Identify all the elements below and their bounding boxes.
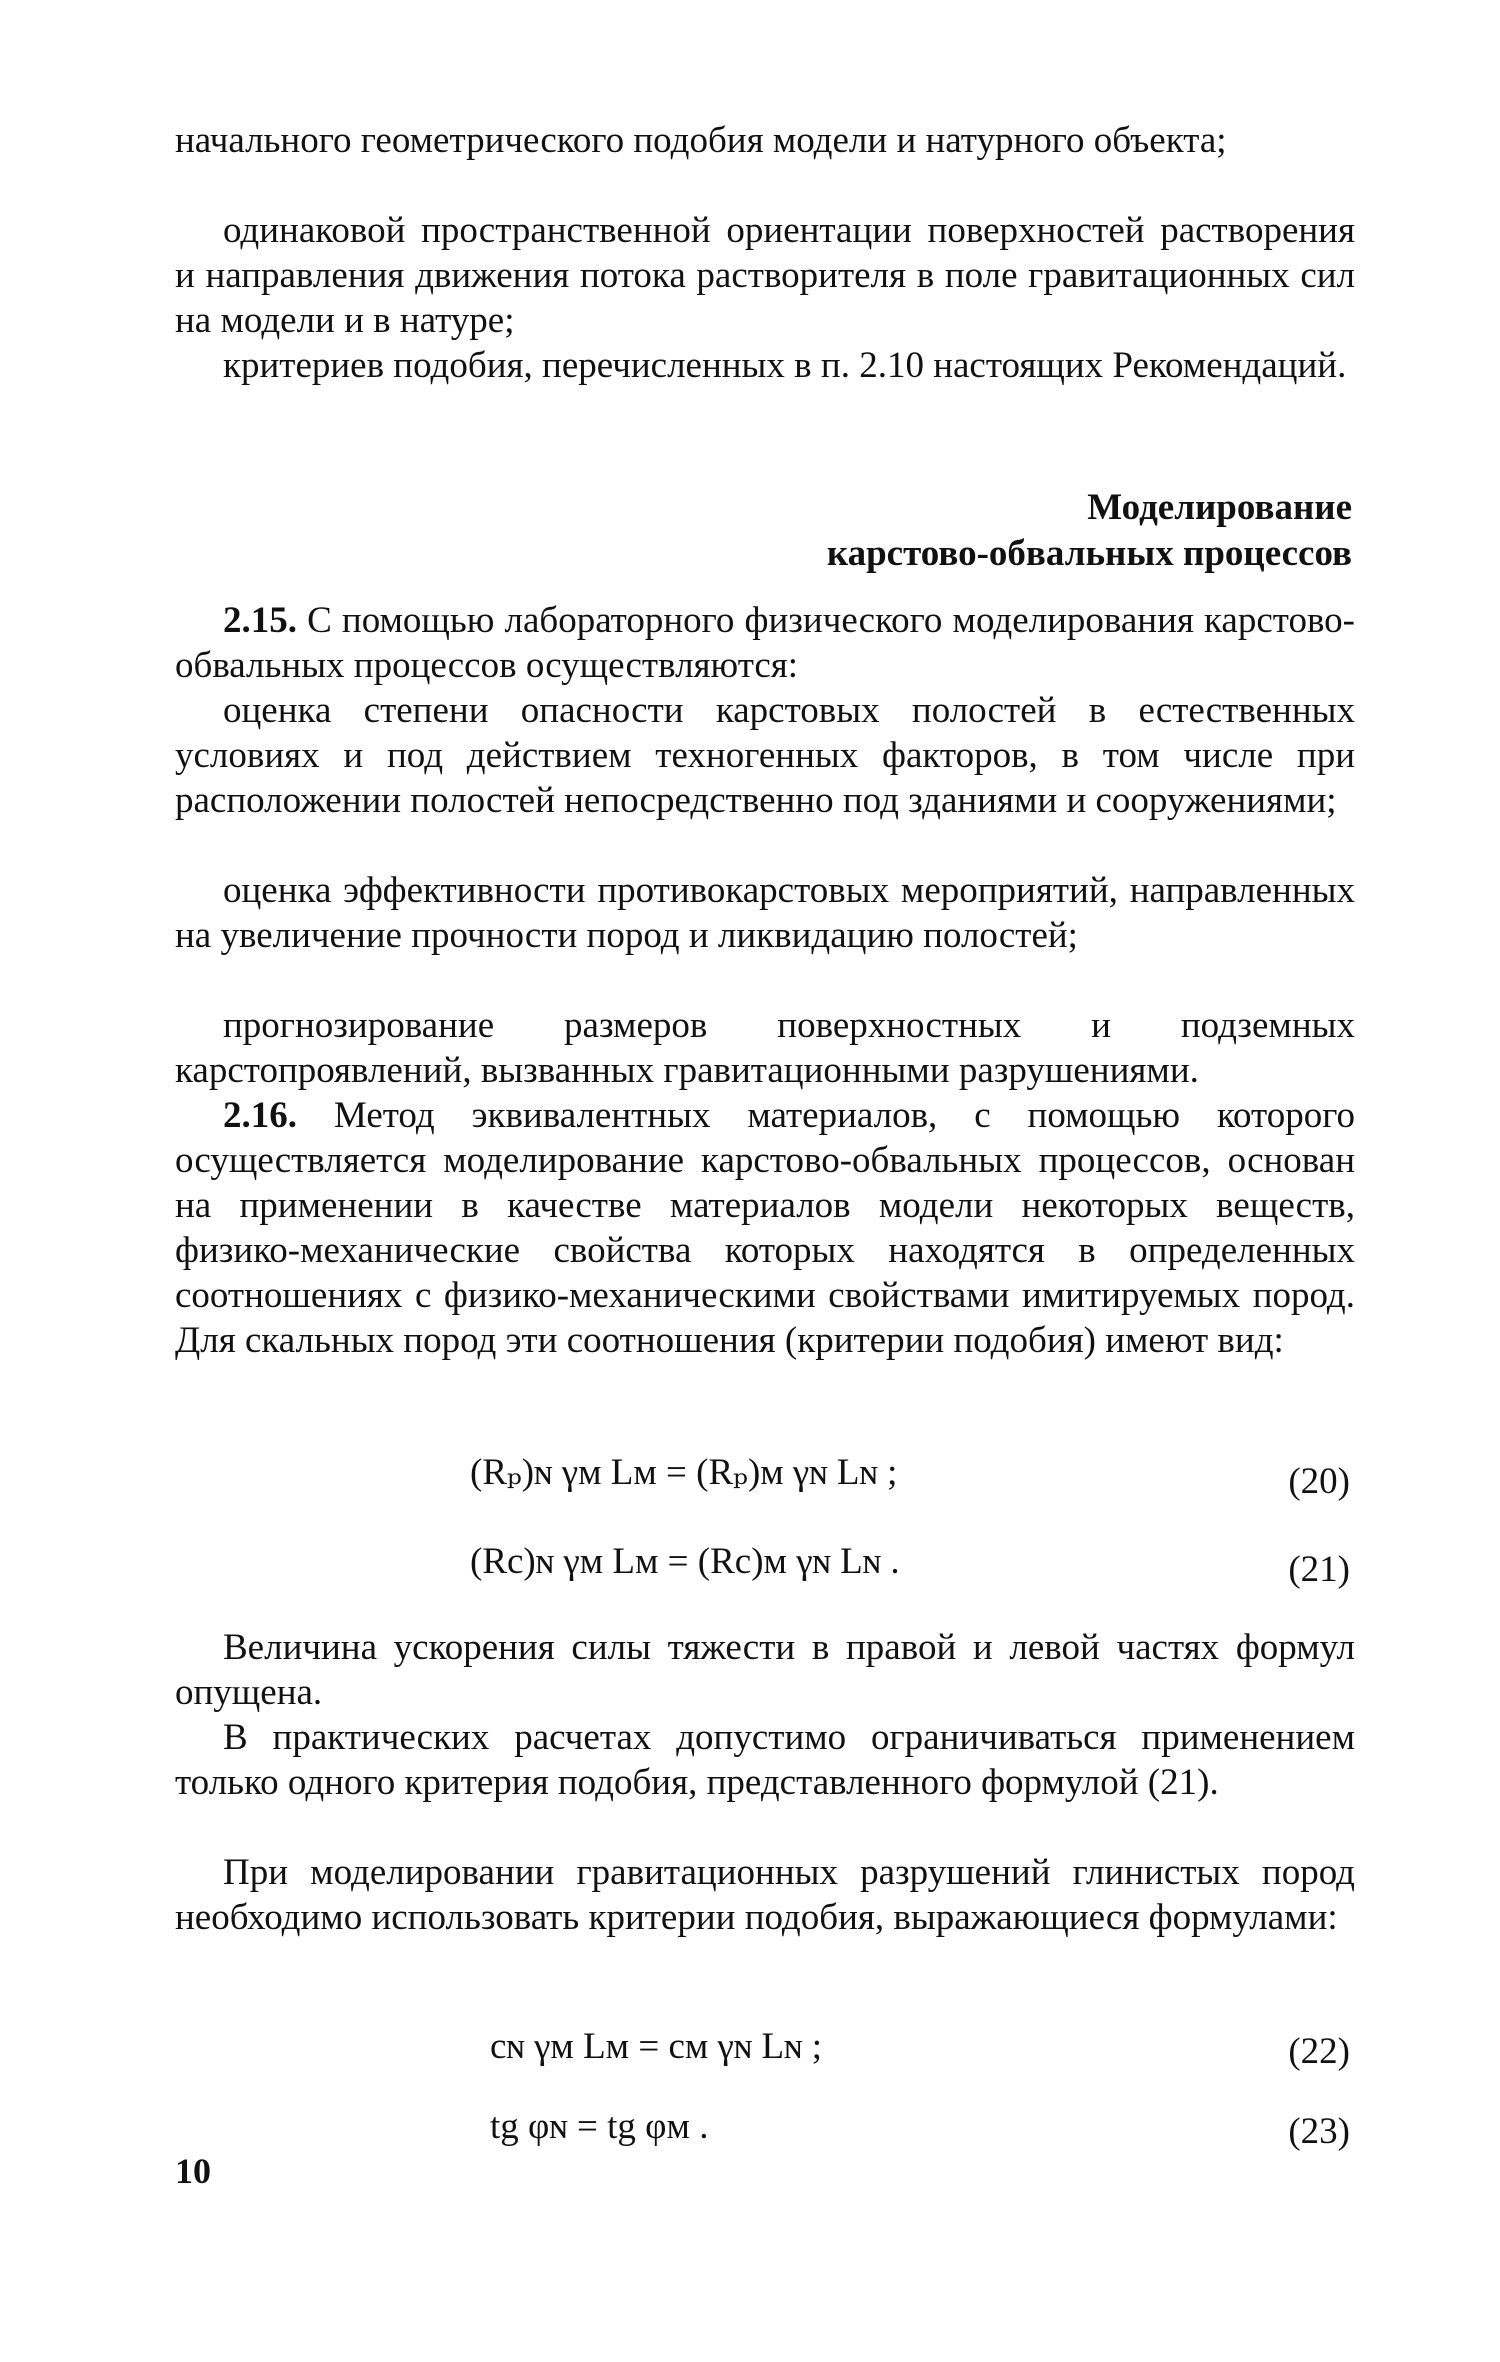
section-heading-line2: карстово-обвальных процессов <box>826 533 1352 574</box>
section-heading-line1: Моделирование <box>1087 487 1352 528</box>
formula-22: cɴ γᴍ Lᴍ = cᴍ γɴ Lɴ ; <box>490 2026 823 2067</box>
equation-number-22: (22) <box>1288 2031 1350 2072</box>
paragraph-number-2-16: 2.16. <box>223 1095 297 1136</box>
paragraph-clay-rocks: При моделировании гравитационных разрушений глинистых пород необходимо использовать критерии подобия, выражающиеся формулами: <box>175 1852 1355 1938</box>
paragraph-spatial-orientation: одинаковой пространственной ориентации поверхностей растворения и направления движения потока растворителя в поле гравитационных сил на модели и в натуре; <box>175 210 1355 341</box>
paragraph-number-2-15: 2.15. <box>223 600 297 641</box>
equation-number-21: (21) <box>1288 1549 1350 1590</box>
paragraph-2-15 <box>175 598 1355 688</box>
list-item-hazard-assessment: оценка степени опасности карстовых полостей в естественных условиях и под действием техногенных факторов, в том числе при расположении полостей непосредственно под зданиями и сооружениями; <box>175 690 1355 821</box>
paragraph-2-15-intro: С помощью лабораторного физического моделирования карстово-обвальных процессов осуществляются: <box>175 600 1355 686</box>
paragraph-gravity-omitted: Величина ускорения силы тяжести в правой и левой частях формул опущена. <box>175 1627 1355 1713</box>
paragraph-2-16-text: Метод эквивалентных материалов, с помощью которого осуществляется моделирование карстово-обвальных процессов, основан на применении в качестве материалов модели некоторых веществ, физико-механические свойства которых находятся в определенных соотношениях с физико-механическими свойствами имитируемых пород. Для скальных пород эти соотношения (критерии подобия) имеют вид: <box>175 1095 1355 1361</box>
list-item-forecasting: прогнозирование размеров поверхностных и подземных карстопроявлений, вызванных гравитационными разрушениями. <box>175 1005 1355 1091</box>
list-item-efficiency-assessment: оценка эффективности противокарстовых мероприятий, направленных на увеличение прочности пород и ликвидацию полостей; <box>175 870 1355 956</box>
formula-20: (Rₚ)ɴ γᴍ Lᴍ = (Rₚ)ᴍ γɴ Lɴ ; <box>470 1452 898 1493</box>
formula-23: tg φɴ = tg φᴍ . <box>490 2106 709 2147</box>
paragraph-practical-calculations: В практических расчетах допустимо ограничиваться применением только одного критерия подобия, представленного формулой (21). <box>175 1717 1355 1803</box>
equation-number-23: (23) <box>1288 2111 1350 2152</box>
page-number: 10 <box>175 2151 211 2191</box>
paragraph-geometric-similarity: начального геометрического подобия модели и натурного объекта; <box>175 120 1227 161</box>
formula-21: (Rc)ɴ γᴍ Lᴍ = (Rc)ᴍ γɴ Lɴ . <box>470 1541 900 1582</box>
equation-number-20: (20) <box>1288 1461 1350 1502</box>
paragraph-2-16 <box>175 1093 1355 1363</box>
paragraph-similarity-criteria: критериев подобия, перечисленных в п. 2.10 настоящих Рекомендаций. <box>223 345 1347 386</box>
